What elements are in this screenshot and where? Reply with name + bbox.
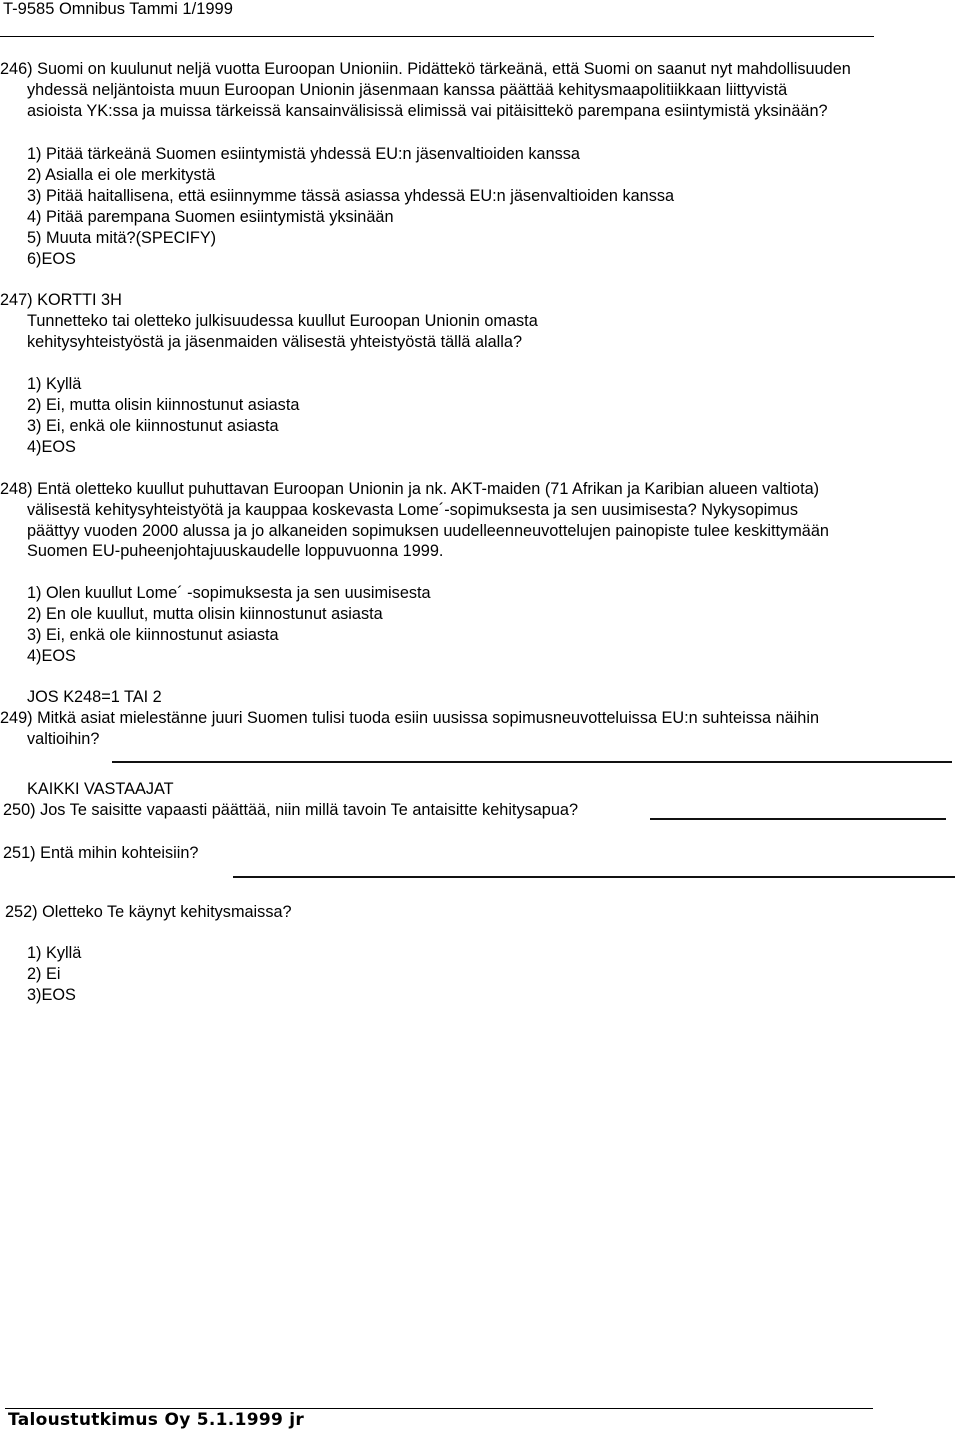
- q252-option: 3)EOS: [27, 986, 76, 1004]
- question-246-line: asioista YK:ssa ja muissa tärkeissä kansainvälisissä elimissä vai pitäisittekö parempana esiintymistä yksinään?: [27, 101, 828, 120]
- q250-filter: KAIKKI VASTAAJAT: [27, 780, 174, 798]
- footer-rule: [5, 1408, 873, 1409]
- q247-option: 4)EOS: [27, 438, 76, 456]
- question-248-line: päättyy vuoden 2000 alussa ja jo alkaneiden sopimuksen uudelleenneuvottelujen painopiste tulee keskittymään: [27, 521, 829, 540]
- question-248: [0, 479, 950, 562]
- question-248-line: 248) Entä oletteko kuullut puhuttavan Euroopan Unionin ja nk. AKT-maiden (71 Afrikan ja Karibian alueen valtiota): [0, 480, 820, 498]
- q246-option: 3) Pitää haitallisena, että esiinnymme tässä asiassa yhdessä EU:n jäsenvaltioiden kanssa: [27, 187, 675, 205]
- question-247-line: 247) KORTTI 3H: [0, 291, 122, 309]
- q249-filter: JOS K248=1 TAI 2: [27, 688, 162, 706]
- q248-option: 1) Olen kuullut Lome´ -sopimuksesta ja sen uusimisesta: [27, 584, 431, 602]
- document-header-title: T-9585 Omnibus Tammi 1/1999: [3, 0, 233, 18]
- q252-option: 1) Kyllä: [27, 944, 82, 962]
- question-246-line: 246) Suomi on kuulunut neljä vuotta Euroopan Unioniin. Pidättekö tärkeänä, että Suomi on saanut nyt mahdollisuuden: [0, 60, 851, 78]
- question-251: 251) Entä mihin kohteisiin?: [3, 844, 199, 862]
- q247-option: 1) Kyllä: [27, 375, 82, 393]
- question-250: 250) Jos Te saisitte vapaasti päättää, niin millä tavoin Te antaisitte kehitysapua?: [3, 801, 579, 819]
- q249-answer-line[interactable]: [112, 761, 952, 763]
- q247-option: 3) Ei, enkä ole kiinnostunut asiasta: [27, 417, 279, 435]
- question-246-line: yhdessä neljäntoista muun Euroopan Unionin jäsenmaan kanssa päättää kehitysmaapolitiikkaan liittyvistä: [27, 80, 788, 99]
- q250-answer-line[interactable]: [650, 818, 946, 820]
- footer-text: Taloustutkimus Oy 5.1.1999 jr: [8, 1410, 305, 1430]
- q248-option: 2) En ole kuullut, mutta olisin kiinnostunut asiasta: [27, 605, 383, 623]
- q248-option: 4)EOS: [27, 647, 76, 665]
- question-249-line: valtioihin?: [27, 729, 100, 748]
- header-rule: [0, 36, 874, 37]
- q246-option: 6)EOS: [27, 250, 76, 268]
- question-247: [0, 290, 950, 352]
- question-246: [0, 59, 950, 121]
- question-249-line: 249) Mitkä asiat mielestänne juuri Suomen tulisi tuoda esiin uusissa sopimusneuvotteluissa EU:n suhteissa näihin: [0, 709, 820, 727]
- question-247-line: Tunnetteko tai oletteko julkisuudessa kuullut Euroopan Unionin omasta: [27, 311, 538, 330]
- question-248-line: Suomen EU-puheenjohtajuuskaudelle loppuvuonna 1999.: [27, 542, 444, 561]
- question-247-line: kehitysyhteistyöstä ja jäsenmaiden välisestä yhteistyöstä tällä alalla?: [27, 332, 523, 351]
- question-248-line: välisestä kehitysyhteistyötä ja kauppaa koskevasta Lome´-sopimuksesta ja sen uusimisesta? Nykysopimus: [27, 500, 798, 519]
- q252-option: 2) Ei: [27, 965, 61, 983]
- q246-option: 1) Pitää tärkeänä Suomen esiintymistä yhdessä EU:n jäsenvaltioiden kanssa: [27, 145, 580, 163]
- q251-answer-line[interactable]: [233, 876, 955, 878]
- q246-option: 4) Pitää parempana Suomen esiintymistä yksinään: [27, 208, 394, 226]
- question-249: [0, 708, 950, 750]
- q246-option: 2) Asialla ei ole merkitystä: [27, 166, 216, 184]
- q248-option: 3) Ei, enkä ole kiinnostunut asiasta: [27, 626, 279, 644]
- q246-option: 5) Muuta mitä?(SPECIFY): [27, 229, 217, 247]
- question-252: 252) Oletteko Te käynyt kehitysmaissa?: [5, 903, 292, 921]
- q247-option: 2) Ei, mutta olisin kiinnostunut asiasta: [27, 396, 300, 414]
